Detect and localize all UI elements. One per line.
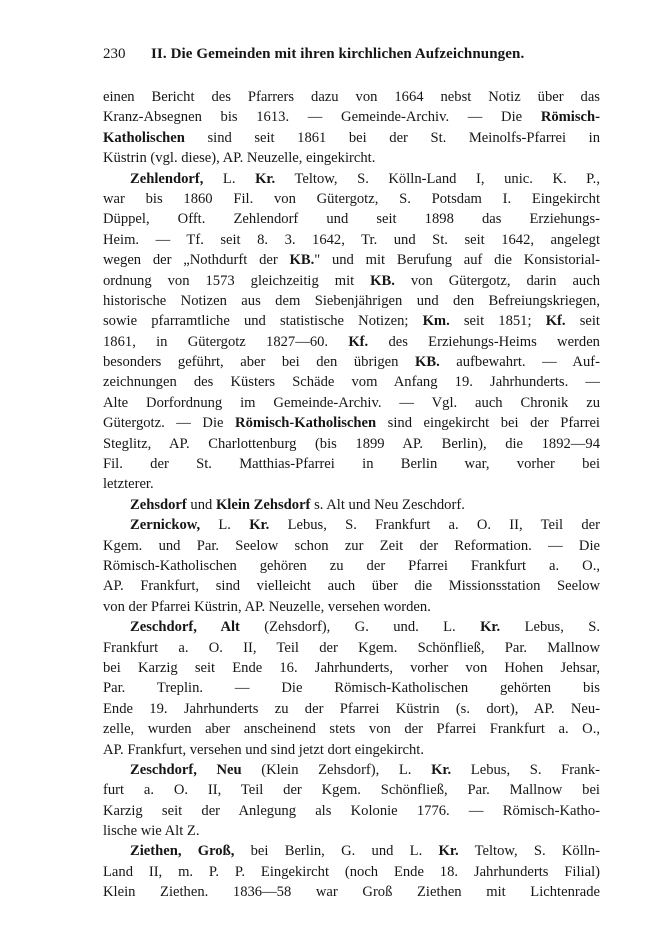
text-line [103, 332, 600, 352]
text-run: Ende 19. Jahrhunderts zu der Pfarrei Küstrin (s. dort), AP. Neu- [103, 700, 600, 717]
bold-term: Kr. [249, 517, 270, 534]
text-line [103, 760, 600, 780]
bold-term: KB. [370, 272, 395, 289]
text-run: Fil. der St. Matthias-Pfarrei in Berlin war, vorher bei [103, 456, 600, 473]
bold-term: Katholischen [103, 129, 185, 146]
text-run: Kgem. und Par. Seelow schon zur Zeit der Reformation. — Die [103, 537, 600, 554]
page-number: 230 [103, 46, 126, 62]
bold-term: Kr. [431, 761, 452, 778]
bold-term: Kf. [348, 333, 369, 350]
text-run: Kranz-Absegnen bis 1613. — Gemeinde-Archiv. — Die [103, 109, 541, 126]
bold-term: Kr. [438, 843, 459, 860]
text-line [103, 107, 600, 127]
text-line [103, 658, 600, 678]
text-run: historische Notizen aus dem Siebenjährigen und den Befreiungskriegen, [103, 292, 600, 309]
text-line [103, 597, 600, 617]
text-run: sowie pfarramtliche und statistische Notizen; [103, 313, 423, 330]
text-run: (Zehsdorf), G. und. L. [239, 619, 481, 636]
text-line [103, 515, 600, 535]
text-run: Heim. — Tf. seit 8. 3. 1642, Tr. und St. seit 1642, angelegt [103, 231, 600, 248]
text-line [103, 576, 600, 596]
text-run: AP. Frankfurt, versehen und sind jetzt dort eingekircht. [103, 741, 424, 758]
bold-term: Zeschdorf, Alt [130, 619, 240, 636]
text-line [103, 87, 600, 107]
bold-term: Ziethen, Groß, [130, 843, 235, 860]
text-run: bei Karzig seit Ende 16. Jahrhunderts, vorher von Hohen Jehsar, [103, 659, 600, 676]
text-run: (Klein Zehsdorf), L. [241, 761, 432, 778]
text-line [103, 780, 600, 800]
text-line [103, 495, 600, 515]
text-line [103, 474, 600, 494]
text-run: seit [565, 313, 600, 330]
text-run: furt a. O. II, Teil der Kgem. Schönfließ, Par. Mallnow bei [103, 782, 600, 799]
bold-term: Zeschdorf, Neu [130, 761, 242, 778]
text-run: sind seit 1861 bei der St. Meinolfs-Pfarrei in [184, 129, 600, 146]
text-line [103, 740, 600, 760]
text-run: Küstrin (vgl. diese), AP. Neuzelle, eingekircht. [103, 150, 376, 167]
text-run: Par. Treplin. — Die Römisch-Katholischen gehörten bis [103, 680, 600, 697]
text-line [103, 230, 600, 250]
text-line [103, 148, 600, 168]
text-run: war bis 1860 Fil. von Gütergotz, S. Potsdam I. Eingekircht [103, 190, 600, 207]
text-line [103, 372, 600, 392]
text-run: Düppel, Offt. Zehlendorf und seit 1898 das Erziehungs- [103, 211, 600, 228]
text-line [103, 536, 600, 556]
text-run: 1861, in Gütergotz 1827—60. [103, 333, 349, 350]
text-line [103, 250, 600, 270]
text-line [103, 882, 600, 902]
bold-term: Klein Zehsdorf [215, 496, 311, 513]
text-run: sind eingekircht bei der Pfarrei [376, 415, 600, 432]
bold-term: Römisch-Katholischen [235, 415, 377, 432]
text-run: Teltow, S. Kölln-Land I, unic. K. P., [275, 170, 600, 187]
text-line [103, 678, 600, 698]
text-run: L. [200, 517, 250, 534]
bold-term: Kf. [545, 313, 566, 330]
text-run: von Gütergotz, darin auch [394, 272, 600, 289]
text-run: Teltow, S. Kölln- [458, 843, 600, 860]
text-run: Römisch-Katholischen gehören zu der Pfarrei Frankfurt a. O., [103, 557, 600, 574]
text-line [103, 169, 600, 189]
bold-term: KB. [415, 354, 440, 371]
text-run: Frankfurt a. O. II, Teil der Kgem. Schönfließ, Par. Mallnow [103, 639, 600, 656]
text-line [103, 638, 600, 658]
text-run: Lebus, S. Frank- [451, 761, 600, 778]
text-line [103, 719, 600, 739]
text-run: zelle, wurden aber anscheinend stets von der Pfarrei Frankfurt a. O., [103, 721, 600, 738]
text-run: Klein Ziethen. 1836—58 war Groß Ziethen mit Lichtenrade [103, 884, 600, 901]
text-run: zeichnungen des Küsters Schäde vom Anfang 19. Jahrhunderts. — [103, 374, 600, 391]
text-line [103, 352, 600, 372]
text-line [103, 209, 600, 229]
text-line [103, 271, 600, 291]
text-run: einen Bericht des Pfarrers dazu von 1664 nebst Notiz über das [103, 89, 600, 105]
text-run: Land II, m. P. P. Eingekircht (noch Ende 18. Jahrhunderts Filial) [103, 863, 600, 880]
text-run: Alte Dorfordnung im Gemeinde-Archiv. — Vgl. auch Chronik zu [103, 394, 600, 411]
text-line [103, 454, 600, 474]
text-run: besonders geführt, aber bei den übrigen [103, 354, 415, 371]
running-title: II. Die Gemeinden mit ihren kirchlichen Aufzeichnungen. [151, 46, 525, 62]
text-run: Steglitz, AP. Charlottenburg (bis 1899 AP. Berlin), die 1892—94 [103, 435, 600, 452]
bold-term: Zernickow, [130, 517, 201, 534]
text-line [103, 617, 600, 637]
text-line [103, 699, 600, 719]
bold-term: Km. [422, 313, 450, 330]
text-run: ordnung von 1573 gleichzeitig mit [103, 272, 371, 289]
page-body-text [103, 87, 600, 903]
bold-term: Zehsdorf [130, 496, 187, 513]
text-run: wegen der „Nothdurft der [103, 252, 290, 269]
text-run: des Erziehungs-Heims werden [368, 333, 600, 350]
text-run: aufbewahrt. — Auf- [439, 354, 600, 371]
bold-term: Kr. [255, 170, 276, 187]
text-line [103, 841, 600, 861]
text-run: AP. Frankfurt, sind vielleicht auch über die Missionsstation Seelow [103, 578, 600, 595]
text-run: von der Pfarrei Küstrin, AP. Neuzelle, versehen worden. [103, 598, 431, 615]
text-line [103, 821, 600, 841]
text-run: " und mit Berufung auf die Konsistorial- [314, 252, 600, 269]
text-run: bei Berlin, G. und L. [234, 843, 439, 860]
text-run: Gütergotz. — Die [103, 415, 236, 432]
bold-term: Kr. [480, 619, 501, 636]
text-line [103, 434, 600, 454]
text-run: Lebus, S. [500, 619, 601, 636]
bold-term: Zehlendorf, [130, 170, 204, 187]
text-run: seit 1851; [449, 313, 546, 330]
text-line [103, 413, 600, 433]
text-run: L. [203, 170, 256, 187]
text-line [103, 801, 600, 821]
text-line [103, 291, 600, 311]
text-run: s. Alt und Neu Zeschdorf. [310, 496, 465, 513]
text-run: lische wie Alt Z. [103, 823, 200, 840]
text-line [103, 862, 600, 882]
text-run: Karzig seit der Anlegung als Kolonie 1776. — Römisch-Katho- [103, 802, 600, 819]
text-line [103, 556, 600, 576]
text-run: letzterer. [103, 476, 154, 493]
bold-term: Römisch- [540, 109, 600, 126]
text-run: und [186, 496, 216, 513]
text-line [103, 189, 600, 209]
text-run: Lebus, S. Frankfurt a. O. II, Teil der [269, 517, 600, 534]
bold-term: KB. [289, 252, 315, 269]
text-line [103, 311, 600, 331]
text-line [103, 393, 600, 413]
text-line [103, 128, 600, 148]
